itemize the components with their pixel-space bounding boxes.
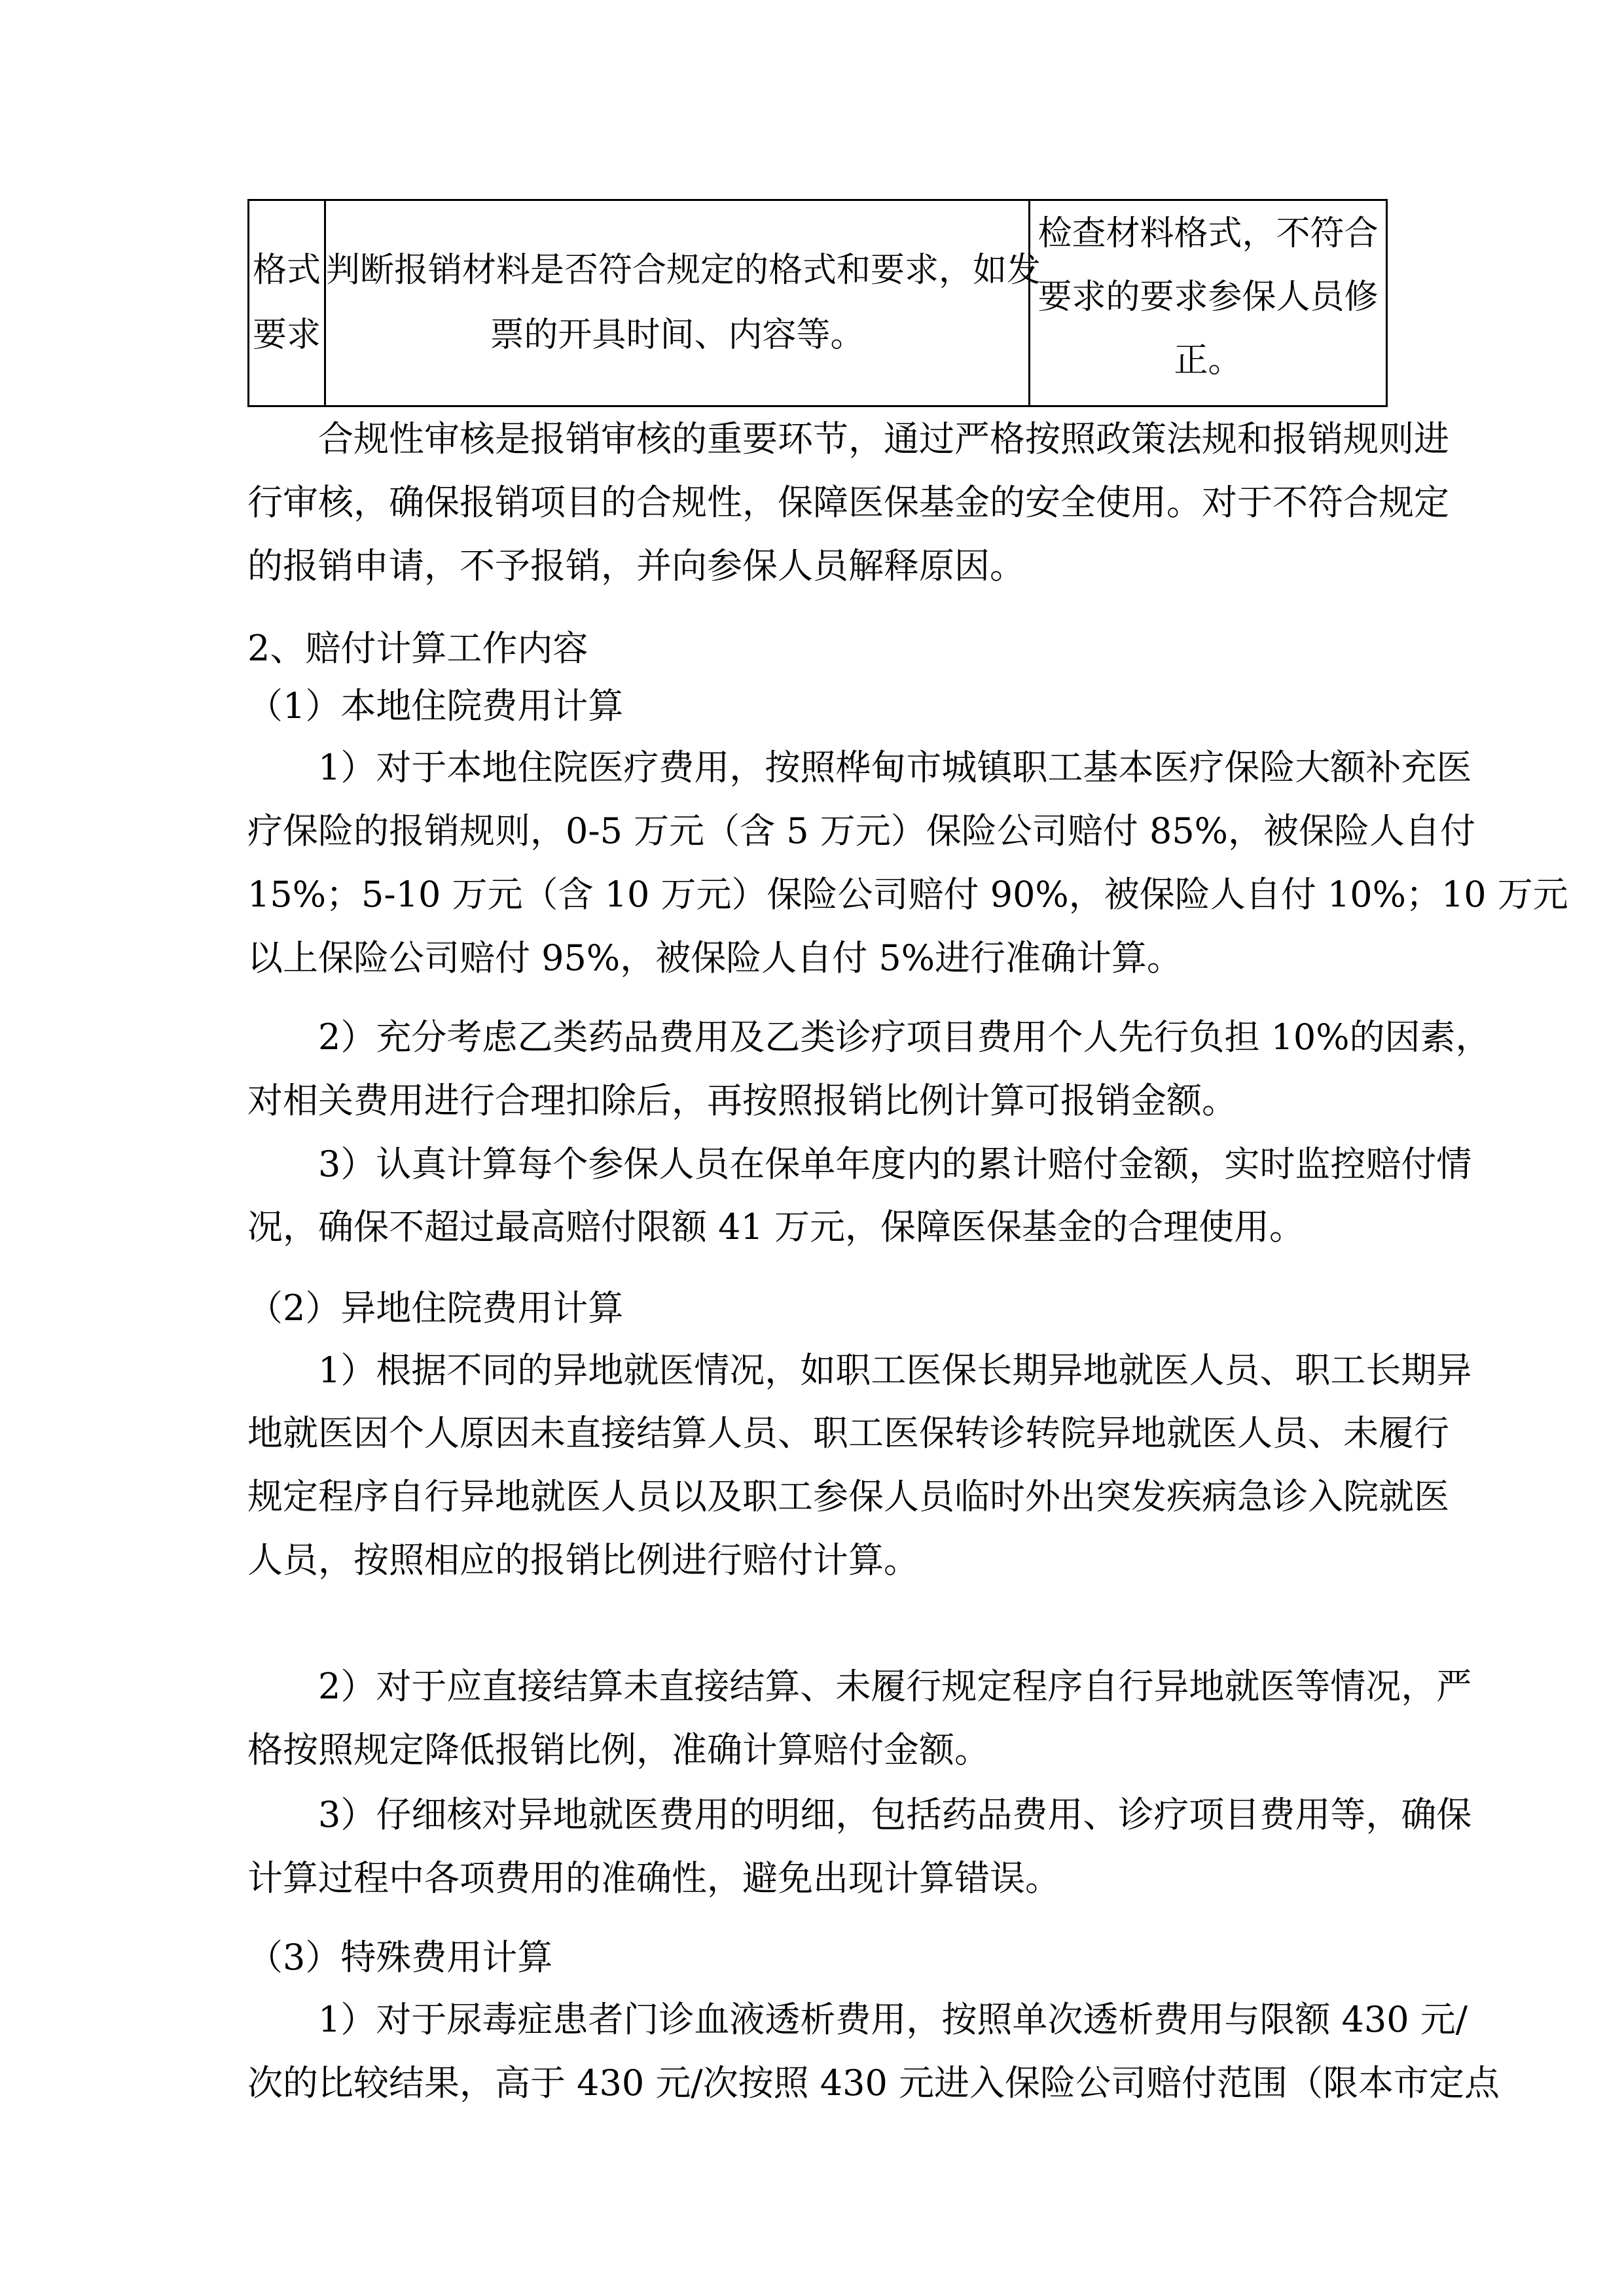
paragraph-line: 行审核，确保报销项目的合规性，保障医保基金的安全使用。对于不符合规定 <box>247 482 1449 523</box>
paragraph-line: 以上保险公司赔付 95%，被保险人自付 5%进行准确计算。 <box>247 937 1183 978</box>
section-heading: （3）特殊费用计算 <box>247 1937 553 1978</box>
cell-line: 正。 <box>1174 341 1242 380</box>
paragraph-line: 对相关费用进行合理扣除后，再按照报销比例计算可报销金额。 <box>247 1080 1237 1121</box>
table-row <box>249 200 1387 406</box>
paragraph-line: 疗保险的报销规则，0-5 万元（含 5 万元）保险公司赔付 85%，被保险人自付 <box>247 810 1475 852</box>
cell-line: 检查材料格式，不符合 <box>1038 214 1379 253</box>
paragraph-line: 3）仔细核对异地就医费用的明细，包括药品费用、诊疗项目费用等，确保 <box>318 1794 1472 1835</box>
cell-line: 格式 <box>252 251 321 290</box>
cell-line: 要求 <box>252 315 321 355</box>
paragraph-line: 次的比较结果，高于 430 元/次按照 430 元进入保险公司赔付范围（限本市定点 <box>247 2062 1500 2104</box>
cell-line: 判断报销材料是否符合规定的格式和要求，如发 <box>326 251 1041 290</box>
paragraph-line: 的报销申请，不予报销，并向参保人员解释原因。 <box>247 545 1025 586</box>
cell-line: 要求的要求参保人员修 <box>1038 278 1379 317</box>
paragraph-line: 1）根据不同的异地就医情况，如职工医保长期异地就医人员、职工长期异 <box>318 1350 1472 1391</box>
paragraph-line: 况，确保不超过最高赔付限额 41 万元，保障医保基金的合理使用。 <box>247 1206 1305 1247</box>
table-cell-action <box>1030 200 1387 406</box>
section-heading: （1）本地住院费用计算 <box>247 685 624 726</box>
paragraph-line: 规定程序自行异地就医人员以及职工参保人员临时外出突发疾病急诊入院就医 <box>247 1476 1449 1517</box>
paragraph-line: 计算过程中各项费用的准确性，避免出现计算错误。 <box>247 1857 1060 1899</box>
table-cell-content <box>325 200 1041 406</box>
section-heading: （2）异地住院费用计算 <box>247 1287 624 1329</box>
paragraph-line: 3）认真计算每个参保人员在保单年度内的累计赔付金额，实时监控赔付情 <box>318 1143 1472 1185</box>
table-cell-item <box>249 200 325 406</box>
paragraph-line: 15%；5-10 万元（含 10 万元）保险公司赔付 90%，被保险人自付 10%；10 万元 <box>247 874 1568 915</box>
paragraph-line: 2）充分考虑乙类药品费用及乙类诊疗项目费用个人先行负担 10%的因素， <box>318 1016 1491 1058</box>
section-heading: 2、赔付计算工作内容 <box>247 628 588 669</box>
paragraph-line: 合规性审核是报销审核的重要环节，通过严格按照政策法规和报销规则进 <box>318 418 1449 459</box>
cell-line: 票的开具时间、内容等。 <box>490 315 865 355</box>
review-criteria-table <box>247 199 1388 407</box>
paragraph-line: 人员，按照相应的报销比例进行赔付计算。 <box>247 1539 919 1581</box>
paragraph-line: 2）对于应直接结算未直接结算、未履行规定程序自行异地就医等情况，严 <box>318 1666 1472 1707</box>
paragraph-line: 格按照规定降低报销比例，准确计算赔付金额。 <box>247 1729 990 1770</box>
paragraph-line: 地就医因个人原因未直接结算人员、职工医保转诊转院异地就医人员、未履行 <box>247 1412 1449 1454</box>
paragraph-line: 1）对于本地住院医疗费用，按照桦甸市城镇职工基本医疗保险大额补充医 <box>318 747 1472 788</box>
paragraph-line: 1）对于尿毒症患者门诊血液透析费用，按照单次透析费用与限额 430 元/ <box>318 1999 1468 2040</box>
